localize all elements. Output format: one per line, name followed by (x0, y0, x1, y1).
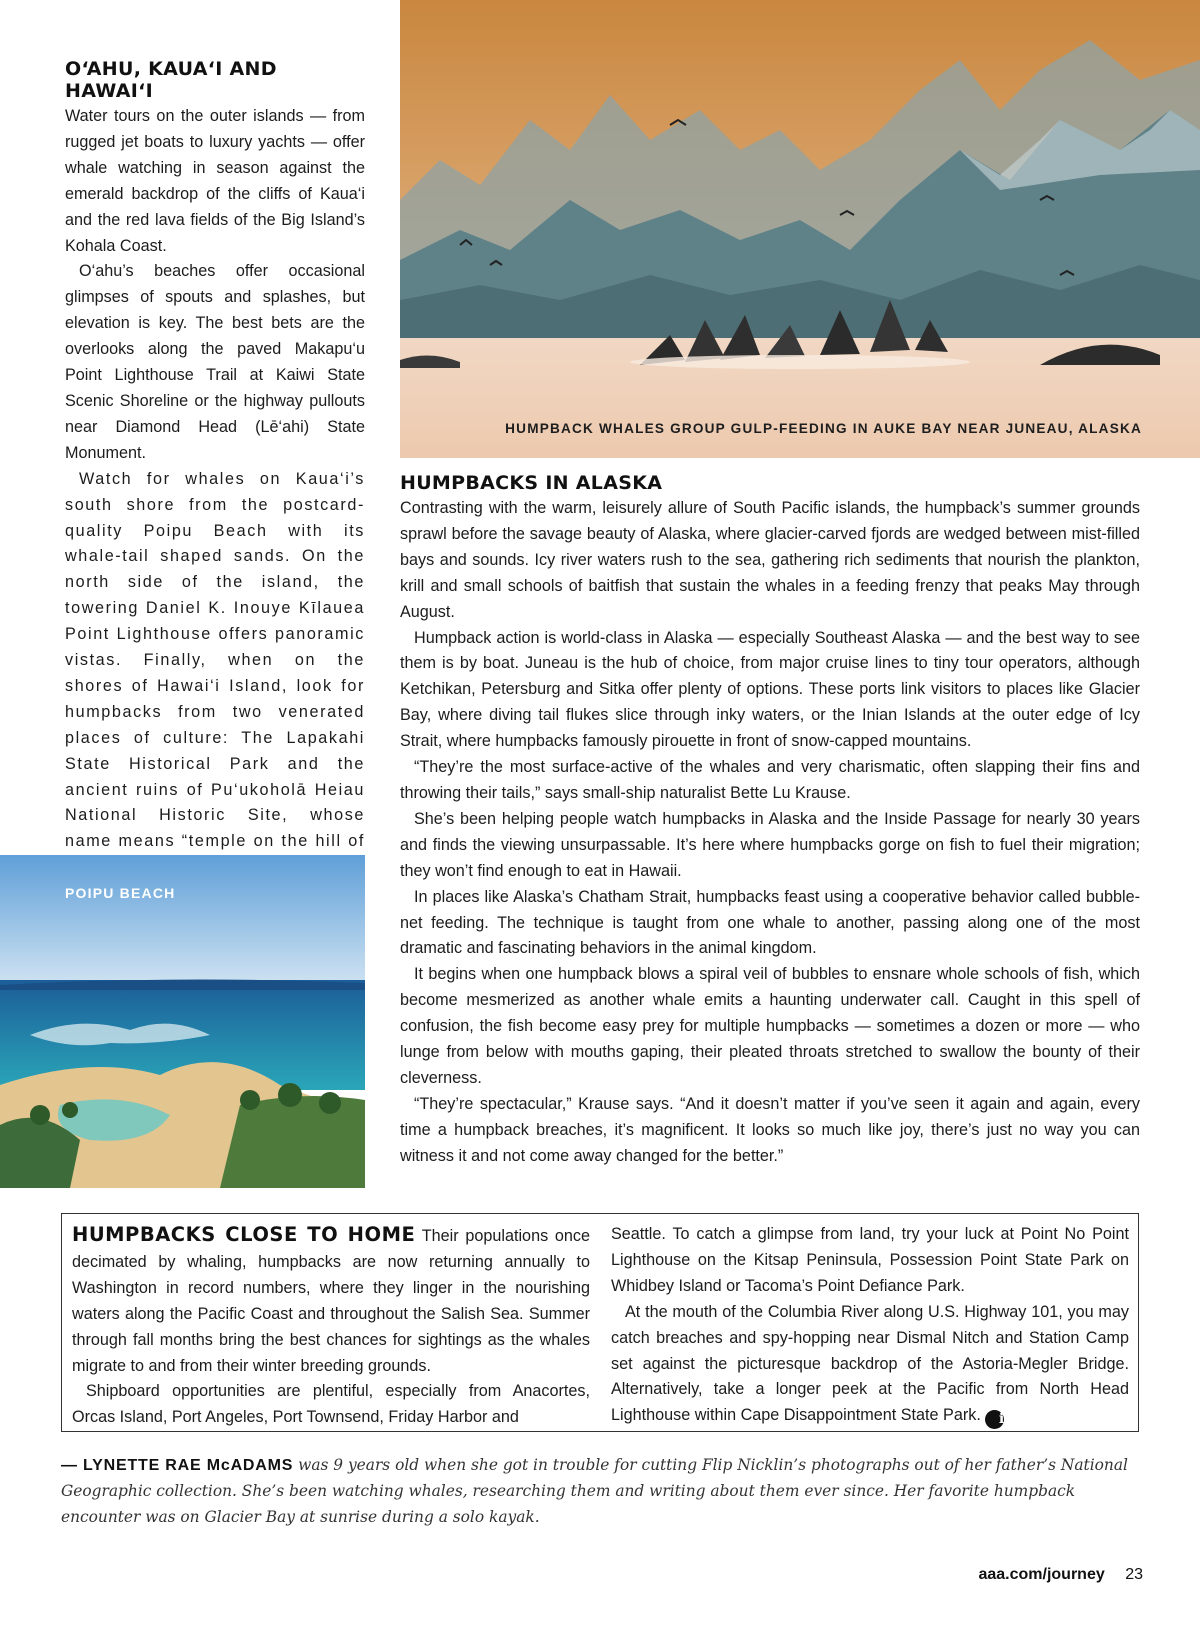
sidebar-paragraph (72, 1222, 590, 1379)
poipu-beach-photo (0, 855, 365, 1188)
section-heading-alaska: HUMPBACKS IN ALASKA (400, 472, 663, 494)
section-heading-hawaii: O‘AHU, KAUA‘I AND HAWAI‘I (65, 58, 277, 102)
page-number: 23 (1125, 1566, 1143, 1583)
sidebar-column-1 (72, 1222, 590, 1431)
left-column (65, 58, 365, 881)
sidebar-column-2 (611, 1222, 1129, 1429)
paragraph: In places like Alaska’s Chatham Strait, humpbacks feast using a cooperative behavior called bubble-net feeding. The technique is taught from one whale to another, passing along one of the most dramatic and fascinating behaviors in the animal kingdom. (400, 887, 1140, 958)
poipu-beach-illustration (0, 855, 365, 1188)
alaska-whales-photo (400, 0, 1200, 458)
page-footer (978, 1566, 1143, 1584)
paragraph: She’s been helping people watch humpbacks in Alaska and the Inside Passage for nearly 30 years and finds the viewing unsurpassable. It’s here where humpbacks gorge on fish to fuel their migration; they won’t find enough to eat in Hawaii. (400, 809, 1140, 880)
paragraph: It begins when one humpback blows a spiral veil of bubbles to ensnare whole schools of fish, which become mesmerized as another whale emits a haunting underwater call. Caught in this spell of confusion, the fish become easy prey for multiple humpbacks — sometimes a dozen or more — who lunge from below with mouths gaping, their pleated throats stretched to swallow the bounty of their cleverness. (400, 965, 1140, 1087)
info-icon: i (985, 1410, 1004, 1429)
sidebar-text: At the mouth of the Columbia River along U.S. Highway 101, you may catch breaches and spy-hopping near Dismal Nitch and Station Camp set against the picturesque backdrop of the Astoria-Megler Bridge. Alternatively, take a longer peek at the Pacific from North Head Lighthouse within Cape Disappointment State Park. (611, 1302, 1129, 1425)
sidebar-paragraph-continued: Seattle. To catch a glimpse from land, try your luck at Point No Point Lighthouse on the Kitsap Peninsula, Possession Point State Park on Whidbey Island or Tacoma’s Point Defiance Park. (611, 1225, 1129, 1295)
alaska-whales-illustration (400, 0, 1200, 458)
sidebar-text: Their populations once decimated by whaling, humpbacks are now returning annually to Washington in record numbers, where they linger in the nourishing waters along the Pacific Coast and throughout the Salish Sea. Summer through fall months bring the best chances for sightings as the whales migrate to and from their winter breeding grounds. (72, 1227, 590, 1375)
sidebar-heading: HUMPBACKS CLOSE TO HOME (72, 1223, 416, 1246)
author-bio-text: was 9 years old when she got in trouble for cutting Flip Nicklin’s photographs out of her father’s National Geographic collection. She’s been watching whales, researching them and writing about them ever since. Her favorite humpback encounter was on Glacier Bay at sunrise during a solo kayak. (61, 1456, 1128, 1526)
paragraph: “They’re spectacular,” Krause says. “And it doesn’t matter if you’ve seen it again and again, every time a humpback breaches, it’s magnificent. It looks so much like joy, there’s just no way you can witness it and not come away changed for the better.” (400, 1094, 1140, 1165)
hawaii-body (65, 104, 365, 881)
footer-url[interactable]: aaa.com/journey (978, 1566, 1105, 1583)
paragraph: Water tours on the outer islands — from rugged jet boats to luxury yachts — offer whale watching in season against the emerald backdrop of the cliffs of Kaua‘i and the red lava fields of the Big Island’s Kohala Coast. (65, 107, 365, 255)
sidebar-paragraph (611, 1300, 1129, 1430)
author-bio (61, 1453, 1141, 1530)
sidebar-box (61, 1213, 1139, 1432)
alaska-body (400, 496, 1140, 1170)
paragraph: O‘ahu’s beaches offer occasional glimpses of spouts and splashes, but elevation is key. The best bets are the overlooks along the paved Makapu‘u Point Lighthouse Trail at Kaiwi State Scenic Shoreline or the highway pullouts near Diamond Head (Lē‘ahi) State Monument. (65, 262, 365, 462)
paragraph: Humpback action is world-class in Alaska — especially Southeast Alaska — and the best way to see them is by boat. Juneau is the hub of choice, from major cruise lines to tiny tour operators, although Ketchikan, Petersburg and Sitka offer plenty of options. These ports link visitors to places like Glacier Bay, where diving tail flukes slice through inky waters, or the Inian Islands at the outer edge of Icy Strait, where humpbacks famously pirouette in front of snow-capped mountains. (400, 628, 1140, 751)
right-column (400, 472, 1140, 1170)
paragraph: Watch for whales on Kaua‘i’s south shore from the postcard-quality Poipu Beach with its whale-tail shaped sands. On the north side of the island, the towering Daniel K. Inouye Kīlauea Point Lighthouse offers panoramic vistas. Finally, when on the shores of Hawai‘i Island, look for humpbacks from two venerated places of culture: The Lapakahi State Historical Park and the ancient ruins of Pu‘ukoholā Heiau National Historic Site, whose name means “temple on the hill of (65, 469, 365, 851)
photo-caption: HUMPBACK WHALES GROUP GULP-FEEDING IN AUKE BAY NEAR JUNEAU, ALASKA (505, 421, 1142, 436)
author-name: — LYNETTE RAE McADAMS (61, 1457, 294, 1474)
photo-caption: POIPU BEACH (65, 885, 176, 901)
sidebar-paragraph: Shipboard opportunities are plentiful, especially from Anacortes, Orcas Island, Port Angeles, Port Townsend, Friday Harbor and (72, 1382, 590, 1427)
paragraph: Contrasting with the warm, leisurely allure of South Pacific islands, the humpback’s summer grounds sprawl before the savage beauty of Alaska, where glacier-carved fjords are wedged between mist-filled bays and sounds. Icy river waters rush to the sea, gathering rich sediments that nourish the plankton, krill and small schools of baitfish that sustain the whales in a feeding frenzy that peaks May through August. (400, 499, 1140, 621)
paragraph: “They’re the most surface-active of the whales and very charismatic, often slapping their fins and throwing their tails,” says small-ship naturalist Bette Lu Krause. (400, 758, 1140, 802)
